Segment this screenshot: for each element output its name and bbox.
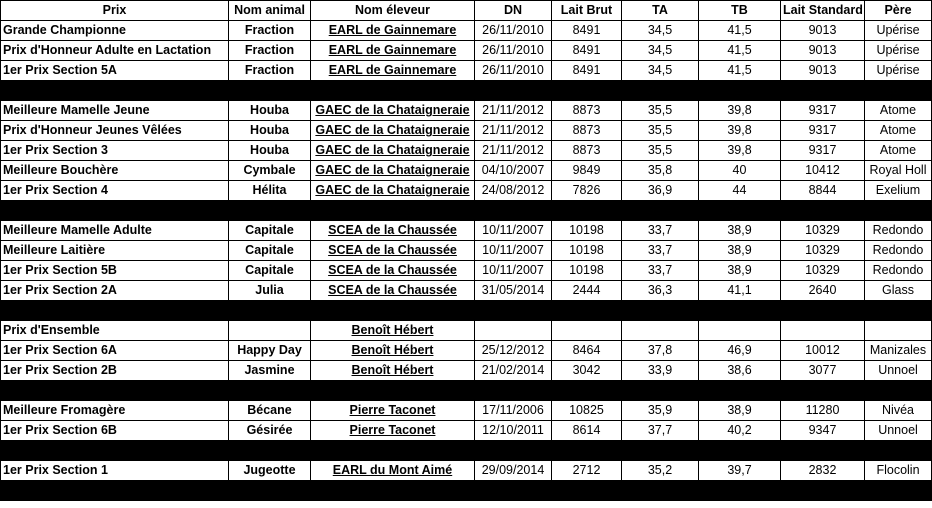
cell-lait-brut: 7826 [552, 181, 622, 201]
cell-prix: 1er Prix Section 1 [1, 461, 229, 481]
separator-cell [1, 441, 932, 461]
cell-lait-brut [552, 321, 622, 341]
cell-lait-brut: 8873 [552, 121, 622, 141]
cell-prix: Meilleure Fromagère [1, 401, 229, 421]
cell-lait-brut: 2712 [552, 461, 622, 481]
cell-eleveur: SCEA de la Chaussée [311, 261, 475, 281]
cell-ta [622, 321, 699, 341]
cell-lait-standard: 8844 [781, 181, 865, 201]
table-row [1, 181, 932, 201]
cell-tb [699, 321, 781, 341]
cell-ta: 35,5 [622, 121, 699, 141]
cell-eleveur: SCEA de la Chaussée [311, 241, 475, 261]
cell-lait-brut: 8464 [552, 341, 622, 361]
table-row [1, 141, 932, 161]
cell-eleveur: EARL de Gainnemare [311, 21, 475, 41]
cell-eleveur: GAEC de la Chataigneraie [311, 121, 475, 141]
cell-animal: Happy Day [229, 341, 311, 361]
cell-prix: Prix d'Honneur Jeunes Vêlées [1, 121, 229, 141]
cell-animal: Capitale [229, 241, 311, 261]
cell-lait-standard: 3077 [781, 361, 865, 381]
separator-cell [1, 301, 932, 321]
cell-dn: 10/11/2007 [475, 261, 552, 281]
cell-lait-standard [781, 321, 865, 341]
cell-eleveur: EARL du Mont Aimé [311, 461, 475, 481]
cell-pere: Unnoel [865, 421, 932, 441]
cell-eleveur: GAEC de la Chataigneraie [311, 181, 475, 201]
cell-eleveur: EARL de Gainnemare [311, 41, 475, 61]
cell-prix: 1er Prix Section 2B [1, 361, 229, 381]
cell-prix: Prix d'Honneur Adulte en Lactation [1, 41, 229, 61]
cell-animal [229, 321, 311, 341]
cell-lait-standard: 2640 [781, 281, 865, 301]
cell-pere: Redondo [865, 241, 932, 261]
header-row [1, 1, 932, 21]
cell-lait-standard: 9013 [781, 61, 865, 81]
table-row [1, 121, 932, 141]
cell-ta: 35,5 [622, 141, 699, 161]
cell-prix: 1er Prix Section 4 [1, 181, 229, 201]
cell-tb: 38,9 [699, 221, 781, 241]
separator-row [1, 381, 932, 401]
cell-prix: 1er Prix Section 3 [1, 141, 229, 161]
cell-lait-brut: 10825 [552, 401, 622, 421]
header-ta: TA [622, 1, 699, 21]
cell-eleveur: GAEC de la Chataigneraie [311, 161, 475, 181]
table-row [1, 401, 932, 421]
cell-tb: 41,1 [699, 281, 781, 301]
cell-tb: 39,8 [699, 141, 781, 161]
cell-pere: Atome [865, 101, 932, 121]
cell-lait-standard: 9317 [781, 101, 865, 121]
header-lait-brut: Lait Brut [552, 1, 622, 21]
cell-tb: 41,5 [699, 41, 781, 61]
cell-lait-brut: 3042 [552, 361, 622, 381]
cell-tb: 40 [699, 161, 781, 181]
cell-tb: 38,6 [699, 361, 781, 381]
cell-animal: Cymbale [229, 161, 311, 181]
cell-lait-standard: 11280 [781, 401, 865, 421]
cell-pere: Exelium [865, 181, 932, 201]
cell-dn: 04/10/2007 [475, 161, 552, 181]
cell-prix: Grande Championne [1, 21, 229, 41]
cell-ta: 37,7 [622, 421, 699, 441]
table-row [1, 161, 932, 181]
header-lait-standard: Lait Standard [781, 1, 865, 21]
table-row [1, 321, 932, 341]
table-row [1, 21, 932, 41]
cell-prix: Meilleure Mamelle Adulte [1, 221, 229, 241]
table-row [1, 261, 932, 281]
cell-prix: Meilleure Mamelle Jeune [1, 101, 229, 121]
cell-eleveur: Pierre Taconet [311, 401, 475, 421]
cell-dn: 26/11/2010 [475, 41, 552, 61]
table-row [1, 341, 932, 361]
table-row [1, 221, 932, 241]
cell-ta: 35,2 [622, 461, 699, 481]
cell-lait-standard: 10329 [781, 261, 865, 281]
cell-animal: Fraction [229, 61, 311, 81]
cell-pere: Redondo [865, 221, 932, 241]
cell-ta: 36,3 [622, 281, 699, 301]
cell-lait-standard: 10012 [781, 341, 865, 361]
cell-lait-standard: 10412 [781, 161, 865, 181]
table-body [1, 21, 932, 501]
cell-ta: 37,8 [622, 341, 699, 361]
cell-dn: 25/12/2012 [475, 341, 552, 361]
cell-dn: 21/11/2012 [475, 101, 552, 121]
cell-eleveur: GAEC de la Chataigneraie [311, 141, 475, 161]
cell-animal: Houba [229, 141, 311, 161]
cell-pere: Atome [865, 121, 932, 141]
separator-cell [1, 201, 932, 221]
cell-prix: Prix d'Ensemble [1, 321, 229, 341]
cell-lait-standard: 2832 [781, 461, 865, 481]
cell-lait-standard: 9317 [781, 141, 865, 161]
separator-row [1, 201, 932, 221]
cell-lait-brut: 10198 [552, 221, 622, 241]
cell-eleveur: Benoît Hébert [311, 321, 475, 341]
header-animal: Nom animal [229, 1, 311, 21]
cell-animal: Capitale [229, 261, 311, 281]
separator-row [1, 441, 932, 461]
table-row [1, 281, 932, 301]
cell-lait-standard: 9013 [781, 41, 865, 61]
cell-eleveur: SCEA de la Chaussée [311, 221, 475, 241]
cell-lait-brut: 8491 [552, 21, 622, 41]
cell-animal: Jasmine [229, 361, 311, 381]
cell-animal: Gésirée [229, 421, 311, 441]
cell-dn: 12/10/2011 [475, 421, 552, 441]
cell-pere: Upérise [865, 41, 932, 61]
cell-ta: 34,5 [622, 61, 699, 81]
cell-lait-brut: 8873 [552, 101, 622, 121]
cell-ta: 33,7 [622, 221, 699, 241]
cell-eleveur: Pierre Taconet [311, 421, 475, 441]
cell-tb: 44 [699, 181, 781, 201]
cell-prix: Meilleure Bouchère [1, 161, 229, 181]
cell-lait-brut: 9849 [552, 161, 622, 181]
cell-pere: Royal Holl [865, 161, 932, 181]
cell-animal: Jugeotte [229, 461, 311, 481]
cell-dn: 10/11/2007 [475, 221, 552, 241]
cell-pere: Upérise [865, 61, 932, 81]
cell-ta: 33,7 [622, 241, 699, 261]
cell-ta: 33,9 [622, 361, 699, 381]
cell-tb: 39,8 [699, 121, 781, 141]
table-row [1, 61, 932, 81]
header-prix: Prix [1, 1, 229, 21]
cell-animal: Bécane [229, 401, 311, 421]
cell-dn: 24/08/2012 [475, 181, 552, 201]
separator-row [1, 301, 932, 321]
cell-prix: 1er Prix Section 6A [1, 341, 229, 361]
header-eleveur: Nom éleveur [311, 1, 475, 21]
cell-eleveur: Benoît Hébert [311, 341, 475, 361]
cell-lait-brut: 10198 [552, 241, 622, 261]
table-row [1, 241, 932, 261]
table-row [1, 461, 932, 481]
cell-dn: 26/11/2010 [475, 21, 552, 41]
cell-animal: Houba [229, 121, 311, 141]
header-pere: Père [865, 1, 932, 21]
cell-tb: 39,8 [699, 101, 781, 121]
cell-animal: Fraction [229, 41, 311, 61]
cell-animal: Julia [229, 281, 311, 301]
cell-tb: 41,5 [699, 21, 781, 41]
cell-pere [865, 321, 932, 341]
cell-prix: 1er Prix Section 5B [1, 261, 229, 281]
cell-eleveur: SCEA de la Chaussée [311, 281, 475, 301]
cell-lait-brut: 2444 [552, 281, 622, 301]
cell-dn: 29/09/2014 [475, 461, 552, 481]
cell-tb: 39,7 [699, 461, 781, 481]
cell-tb: 40,2 [699, 421, 781, 441]
separator-cell [1, 481, 932, 501]
cell-dn [475, 321, 552, 341]
cell-ta: 34,5 [622, 41, 699, 61]
cell-lait-brut: 8491 [552, 41, 622, 61]
cell-tb: 41,5 [699, 61, 781, 81]
cell-dn: 26/11/2010 [475, 61, 552, 81]
cell-ta: 35,5 [622, 101, 699, 121]
header-tb: TB [699, 1, 781, 21]
separator-cell [1, 381, 932, 401]
separator-row [1, 81, 932, 101]
cell-prix: 1er Prix Section 2A [1, 281, 229, 301]
cell-pere: Upérise [865, 21, 932, 41]
cell-lait-brut: 10198 [552, 261, 622, 281]
cell-dn: 31/05/2014 [475, 281, 552, 301]
cell-animal: Fraction [229, 21, 311, 41]
cell-pere: Redondo [865, 261, 932, 281]
cell-lait-standard: 9013 [781, 21, 865, 41]
cell-animal: Hélita [229, 181, 311, 201]
cell-lait-standard: 10329 [781, 221, 865, 241]
cell-eleveur: Benoît Hébert [311, 361, 475, 381]
separator-cell [1, 81, 932, 101]
header-dn: DN [475, 1, 552, 21]
cell-dn: 21/02/2014 [475, 361, 552, 381]
cell-dn: 21/11/2012 [475, 141, 552, 161]
cell-lait-standard: 9347 [781, 421, 865, 441]
cell-pere: Glass [865, 281, 932, 301]
cell-prix: 1er Prix Section 6B [1, 421, 229, 441]
cell-animal: Houba [229, 101, 311, 121]
table-row [1, 101, 932, 121]
table-row [1, 421, 932, 441]
cell-lait-brut: 8873 [552, 141, 622, 161]
cell-lait-brut: 8491 [552, 61, 622, 81]
cell-dn: 21/11/2012 [475, 121, 552, 141]
cell-eleveur: GAEC de la Chataigneraie [311, 101, 475, 121]
cell-pere: Manizales [865, 341, 932, 361]
cell-ta: 35,9 [622, 401, 699, 421]
cell-animal: Capitale [229, 221, 311, 241]
table-row [1, 361, 932, 381]
cell-ta: 34,5 [622, 21, 699, 41]
cell-pere: Nivéa [865, 401, 932, 421]
cell-eleveur: EARL de Gainnemare [311, 61, 475, 81]
cell-prix: 1er Prix Section 5A [1, 61, 229, 81]
cell-tb: 38,9 [699, 241, 781, 261]
cell-pere: Flocolin [865, 461, 932, 481]
table-row [1, 41, 932, 61]
cell-tb: 46,9 [699, 341, 781, 361]
cell-pere: Atome [865, 141, 932, 161]
cell-dn: 17/11/2006 [475, 401, 552, 421]
cell-pere: Unnoel [865, 361, 932, 381]
cell-prix: Meilleure Laitière [1, 241, 229, 261]
cell-lait-brut: 8614 [552, 421, 622, 441]
cell-ta: 35,8 [622, 161, 699, 181]
cell-ta: 36,9 [622, 181, 699, 201]
cell-lait-standard: 9317 [781, 121, 865, 141]
cell-tb: 38,9 [699, 401, 781, 421]
cell-ta: 33,7 [622, 261, 699, 281]
cell-lait-standard: 10329 [781, 241, 865, 261]
cell-dn: 10/11/2007 [475, 241, 552, 261]
separator-row [1, 481, 932, 501]
cell-tb: 38,9 [699, 261, 781, 281]
